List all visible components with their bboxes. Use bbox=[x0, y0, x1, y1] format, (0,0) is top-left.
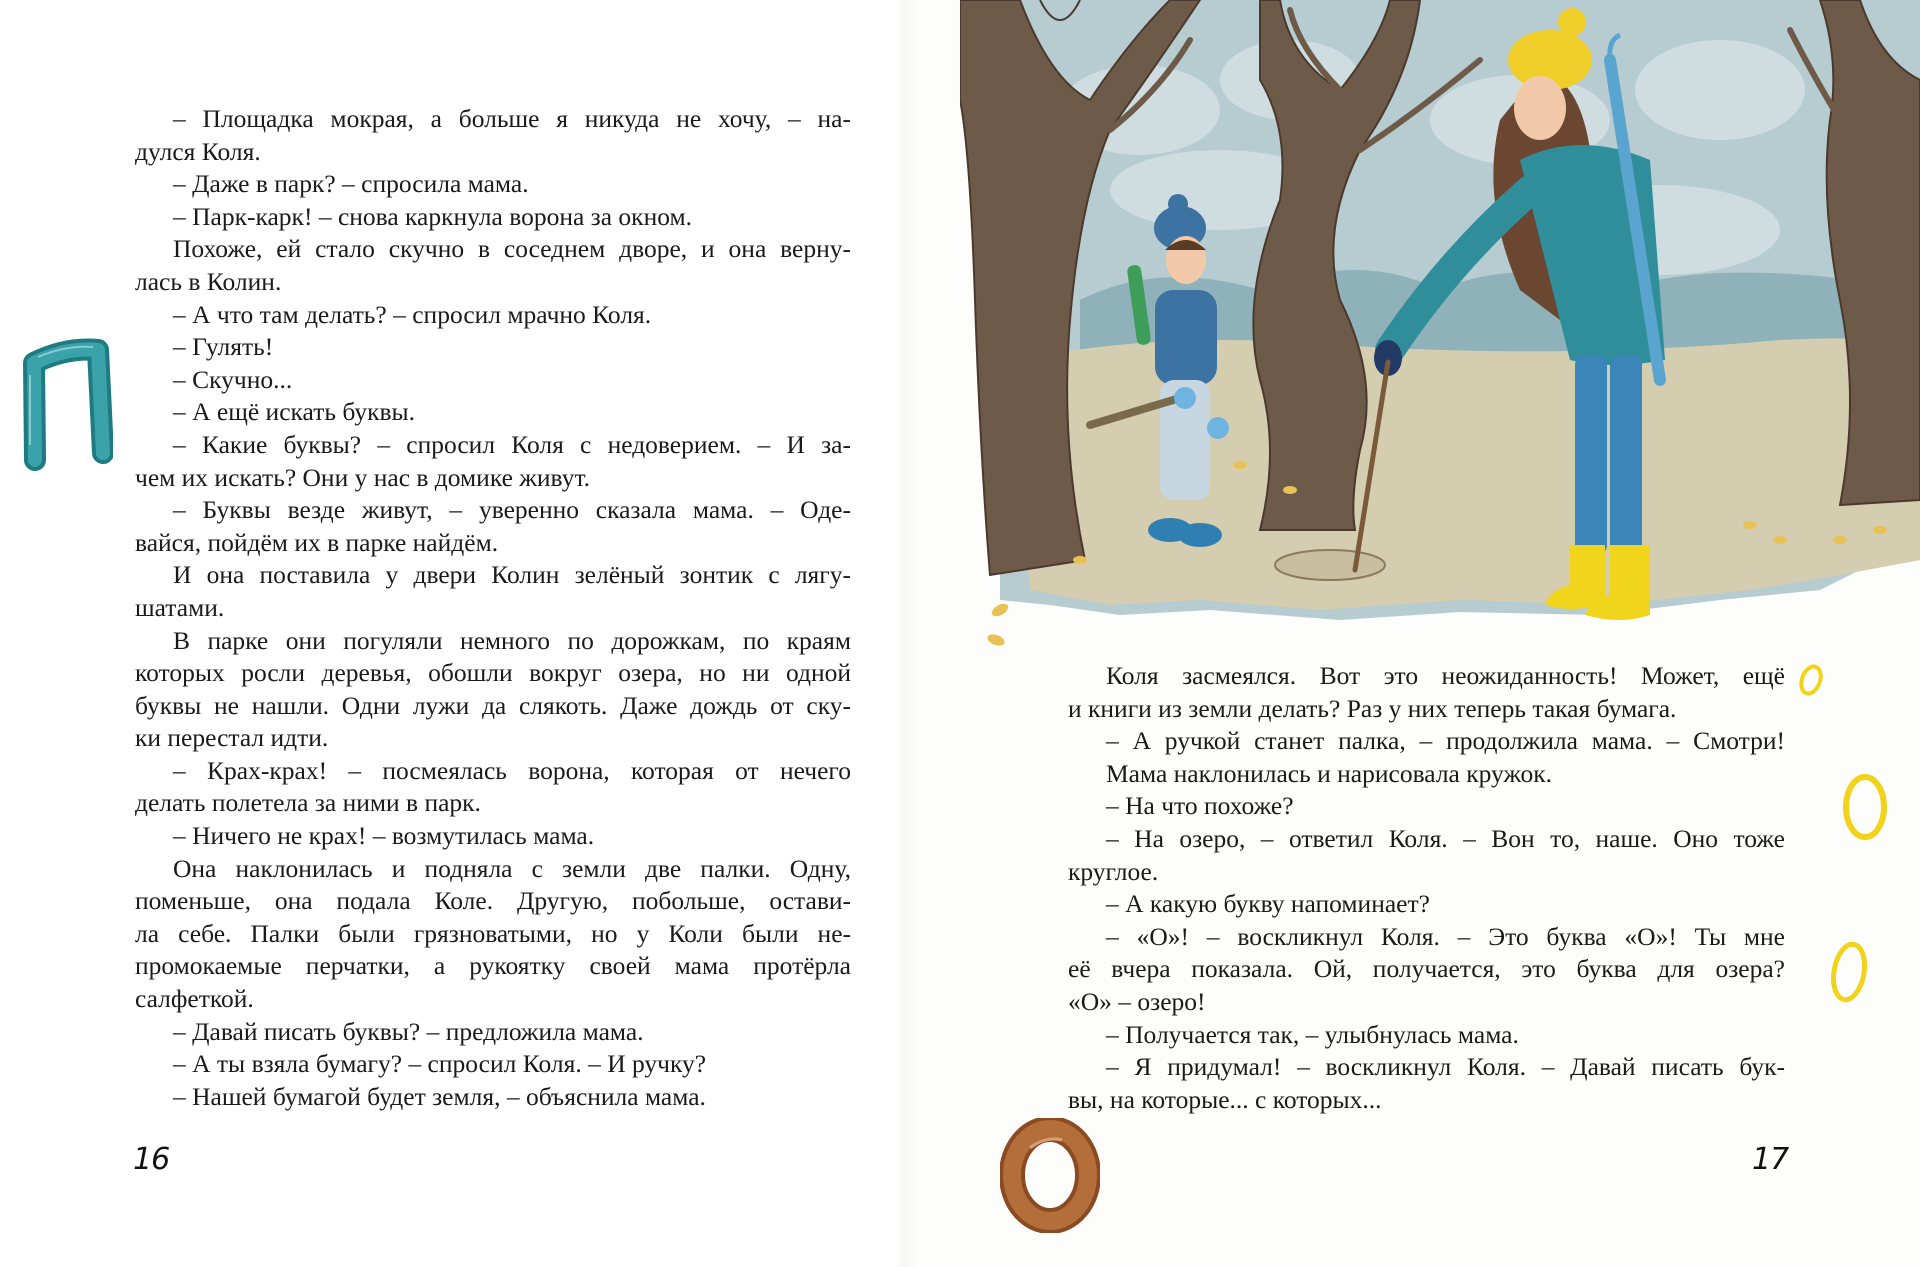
right-page-text-line: – А какую букву напоминает? bbox=[1106, 889, 1430, 919]
left-page-text-line: – А ещё искать буквы. bbox=[173, 397, 416, 427]
left-page-text-line: Она наклонилась и подняла с земли две палки. Одну, bbox=[173, 853, 851, 883]
left-page-text-line: – Давай писать буквы? – предложила мама. bbox=[173, 1016, 644, 1046]
right-page-text-line: – А ручкой станет палка, – продолжила мама. – Смотри! bbox=[1106, 726, 1785, 756]
left-page-text-line: И она поставила у двери Колин зелёный зонтик с лягу- bbox=[173, 560, 851, 590]
right-page-text-line: – Получается так, – улыбнулась мама. bbox=[1106, 1019, 1519, 1049]
left-page-text-line: – Площадка мокрая, а больше я никуда не хочу, – на- bbox=[173, 104, 851, 133]
left-page-text-line: которых росли деревья, обошли вокруг озера, но ни одной bbox=[135, 658, 851, 688]
left-page-text-line: ла себе. Палки были грязноватыми, но у Коли были не- bbox=[135, 918, 851, 948]
book-gutter bbox=[895, 0, 915, 1267]
left-page-text-line: – А что там делать? – спросил мрачно Коля. bbox=[173, 299, 652, 329]
left-page-text-line: дулся Коля. bbox=[135, 136, 261, 166]
left-page-text-line: – Ничего не крах! – возмутилась мама. bbox=[173, 821, 595, 851]
right-page-text-line: вы, на которые... с которых... bbox=[1068, 1084, 1382, 1114]
right-page-text-line: её вчера показала. Ой, получается, это буква для озера? bbox=[1068, 954, 1785, 984]
left-page-text-line: лась в Колин. bbox=[135, 266, 282, 296]
left-page-text-line: В парке они погуляли немного по дорожкам, по краям bbox=[173, 625, 851, 655]
right-page-text-line: – «О»! – воскликнул Коля. – Это буква «О»! Ты мне bbox=[1106, 921, 1785, 951]
right-page-text-line: круглое. bbox=[1068, 856, 1159, 886]
left-page-text-line: – Буквы везде живут, – уверенно сказала мама. – Оде- bbox=[173, 495, 851, 525]
left-page-text-line: чем их искать? Они у нас в домике живут. bbox=[135, 462, 591, 492]
left-page-text-line: – Скучно... bbox=[173, 364, 293, 394]
left-page-text-line: – Нашей бумагой будет земля, – объяснила мама. bbox=[173, 1081, 706, 1111]
left-page-text-line: – Какие буквы? – спросил Коля с недоверием. – И за- bbox=[173, 429, 851, 459]
decorative-letter-o-medium-icon bbox=[1826, 935, 1872, 1014]
left-page-text-line: поменьше, она подала Коле. Другую, побольше, остави- bbox=[135, 886, 851, 916]
right-page-text-line: – На озеро, – ответил Коля. – Вон то, наше. Оно тоже bbox=[1106, 823, 1785, 853]
left-page-text-line: – Даже в парк? – спросила мама. bbox=[173, 169, 529, 199]
left-page-text-line: шатами. bbox=[135, 592, 225, 622]
right-page-text-line: – На что похоже? bbox=[1106, 791, 1294, 821]
left-page-text-line: делать полетела за ними в парк. bbox=[135, 788, 481, 818]
decorative-letter-pe-icon bbox=[18, 335, 113, 480]
left-page-text-line: – Гулять! bbox=[173, 332, 274, 362]
left-page-text-line: – Крах-крах! – посмеялась ворона, которая от нечего bbox=[173, 755, 851, 785]
left-page-text bbox=[135, 103, 851, 1113]
right-page-text bbox=[1068, 660, 1785, 1116]
right-page-text-line: Мама наклонилась и нарисовала кружок. bbox=[1106, 758, 1552, 788]
right-page-text-line: «О» – озеро! bbox=[1068, 986, 1206, 1016]
decorative-letter-o-small-icon bbox=[1797, 660, 1825, 705]
page-number-right: 17 bbox=[1752, 1142, 1789, 1177]
left-page-text-line: – А ты взяла бумагу? – спросил Коля. – И ручку? bbox=[173, 1049, 707, 1079]
left-page-text-line: вайся, пойдём их в парке найдём. bbox=[135, 527, 499, 557]
story-illustration bbox=[960, 0, 1920, 650]
left-page-text-line: салфеткой. bbox=[135, 984, 254, 1014]
left-page-text-line: буквы не нашли. Одни лужи да слякоть. Даже дождь от ску- bbox=[135, 690, 851, 720]
left-page-text-line: ки перестал идти. bbox=[135, 723, 329, 753]
page-number-left: 16 bbox=[133, 1142, 170, 1177]
left-page-text-line: Похоже, ей стало скучно в соседнем дворе, и она верну- bbox=[173, 234, 851, 264]
right-page-text-line: Коля засмеялся. Вот это неожиданность! Может, ещё bbox=[1106, 661, 1785, 690]
right-page-text-line: – Я придумал! – воскликнул Коля. – Давай писать бук- bbox=[1106, 1052, 1785, 1082]
decorative-letter-o-brown-icon bbox=[1000, 1118, 1100, 1238]
right-page-text-line: и книги из земли делать? Раз у них теперь такая бумага. bbox=[1068, 693, 1677, 723]
left-page-text-line: – Парк-карк! – снова каркнула ворона за окном. bbox=[173, 201, 692, 231]
left-page-text-line: промокаемые перчатки, а рукоятку своей мама протёрла bbox=[135, 951, 851, 981]
decorative-letter-o-large-icon bbox=[1838, 768, 1892, 851]
